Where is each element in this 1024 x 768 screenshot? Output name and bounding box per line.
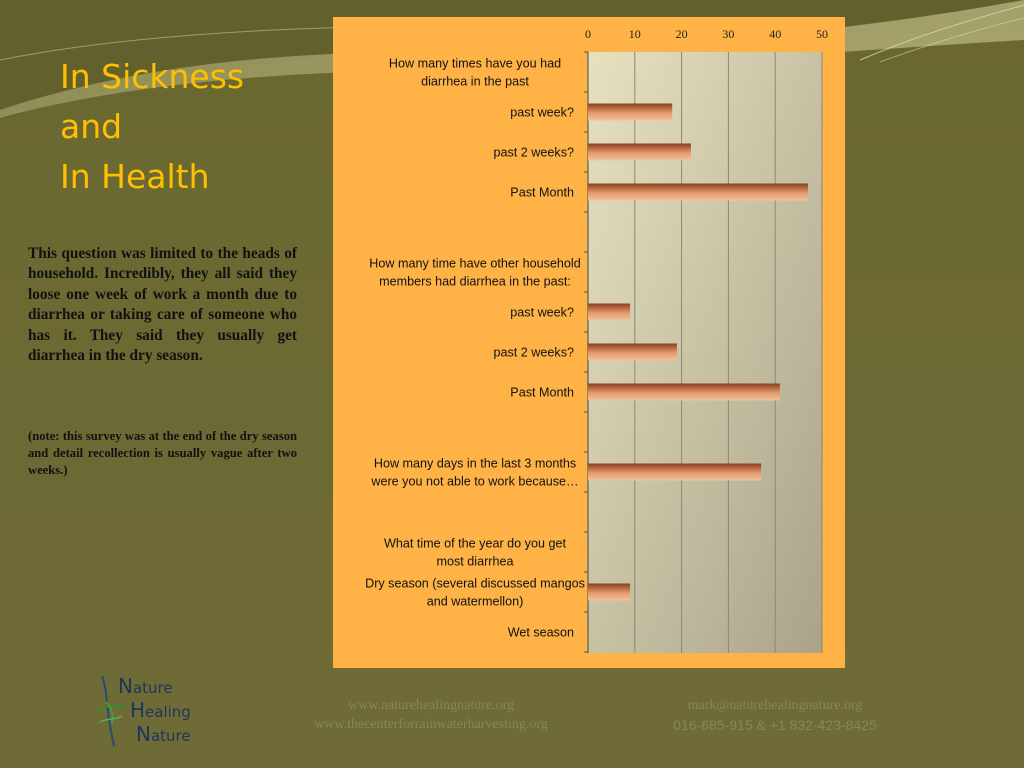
title-line: and (60, 107, 123, 146)
bar (588, 144, 691, 161)
title-line: In Sickness (60, 57, 245, 96)
bar (588, 344, 677, 361)
slide-title (60, 52, 310, 202)
logo-word: ature (150, 727, 191, 745)
bar (588, 464, 761, 481)
body-paragraph: This question was limited to the heads of household. Incredibly, they all said they loose one week of work a month due to diarrhea or taking care of someone who has it. They said they usually get diarrhea in the dry season. (28, 245, 297, 365)
x-tick-label: 0 (585, 27, 591, 41)
category-label: Past Month (510, 385, 574, 400)
x-tick-label: 20 (675, 27, 688, 41)
bar (588, 184, 808, 201)
category-label: Wet season (507, 625, 574, 640)
x-tick-label: 30 (722, 27, 735, 41)
logo-word: ature (132, 679, 173, 697)
footer-phone: 016-685-915 & +1 832-423-8425 (673, 717, 877, 733)
category-label: past 2 weeks? (493, 145, 574, 160)
category-label: were you not able to work because… (371, 474, 579, 489)
logo-line (136, 722, 191, 746)
logo-word: ealing (145, 703, 191, 721)
bar (588, 584, 630, 601)
category-label: How many times have you had (388, 56, 562, 71)
logo-line (130, 698, 191, 722)
category-label: Dry season (several discussed mangos (365, 576, 585, 591)
bar (588, 304, 630, 321)
category-label: How many days in the last 3 months (373, 456, 577, 471)
category-label: diarrhea in the past (421, 74, 529, 89)
logo-initial: N (136, 722, 151, 746)
x-tick-label: 10 (628, 27, 641, 41)
category-label: How many time have other household (369, 256, 581, 271)
bar-chart (333, 17, 845, 668)
x-tick-label: 40 (769, 27, 782, 41)
logo-initial: H (130, 698, 146, 722)
footer-website-link[interactable]: www.thecenterforrainwaterharvesting.org (314, 717, 548, 732)
category-label: and watermellon) (426, 594, 524, 609)
bar (588, 384, 780, 401)
category-label: What time of the year do you get (383, 536, 567, 551)
category-label: Past Month (510, 185, 574, 200)
note-paragraph: (note: this survey was at the end of the dry season and detail recollection is usually vague after two weeks.) (28, 429, 297, 478)
logo-line (118, 674, 173, 698)
nature-healing-nature-logo (92, 672, 212, 752)
category-label: members had diarrhea in the past: (379, 274, 571, 289)
category-label: past week? (510, 305, 574, 320)
category-label: past 2 weeks? (493, 345, 574, 360)
category-label: past week? (510, 105, 574, 120)
logo-initial: N (118, 674, 133, 698)
category-label: most diarrhea (436, 554, 514, 569)
footer-website-link[interactable]: www.naturehealingnature.org (348, 698, 514, 713)
bar (588, 104, 672, 121)
footer-email-link[interactable]: mark@naturehealingnature.org (687, 698, 863, 713)
x-tick-label: 50 (816, 27, 828, 41)
title-line: In Health (60, 157, 210, 196)
